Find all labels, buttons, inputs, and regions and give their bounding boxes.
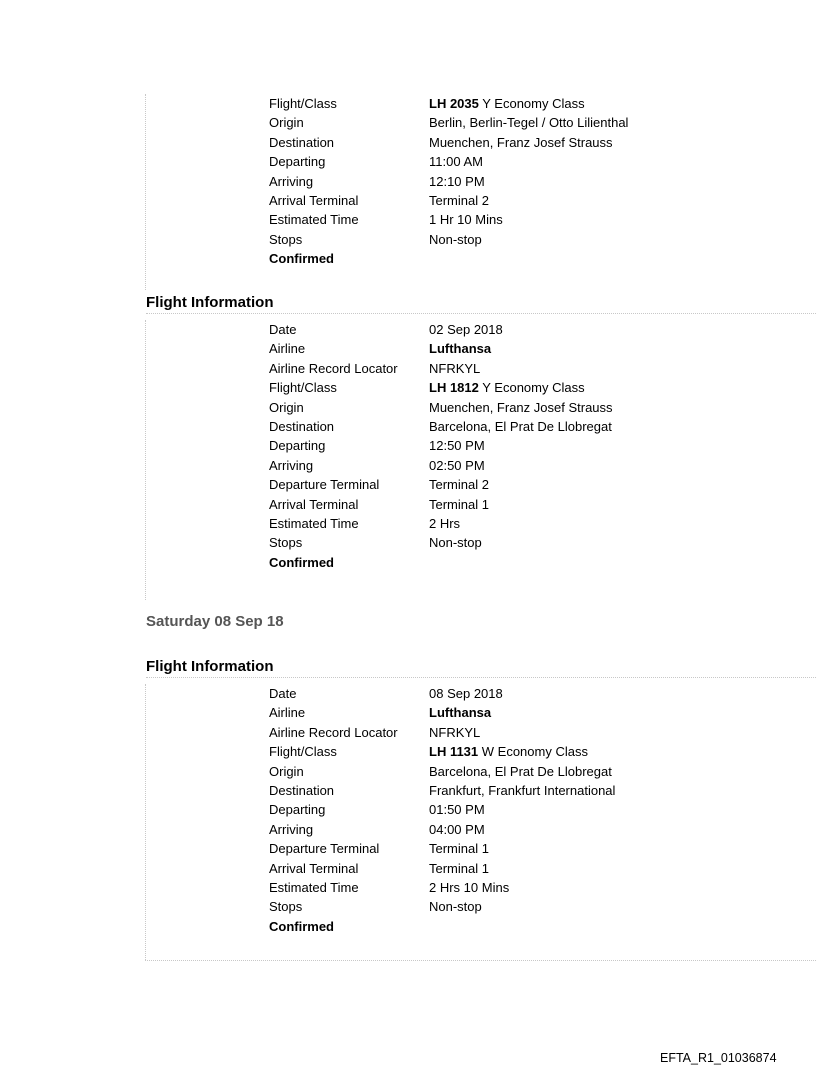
detail-value-text: Frankfurt, Frankfurt International xyxy=(429,782,616,798)
detail-value-text: Non-stop xyxy=(429,231,482,247)
detail-label: Estimated Time xyxy=(269,212,359,228)
detail-row xyxy=(146,191,816,210)
detail-value xyxy=(429,320,503,339)
detail-label: Date xyxy=(269,686,297,701)
detail-row xyxy=(146,398,816,417)
detail-row xyxy=(146,533,816,552)
detail-row xyxy=(146,762,816,781)
detail-value-text: Y Economy Class xyxy=(478,380,585,396)
detail-label: Flight/Class xyxy=(269,96,337,111)
detail-value-text: W Economy Class xyxy=(478,744,588,760)
confirmed-status: Confirmed xyxy=(269,554,334,570)
detail-value xyxy=(429,398,613,417)
detail-row xyxy=(146,320,816,339)
detail-value xyxy=(429,436,485,455)
flight-info-title-2: Flight Information xyxy=(146,658,816,678)
detail-value xyxy=(429,172,485,191)
detail-row xyxy=(146,859,816,878)
detail-label: Airline xyxy=(269,705,306,721)
detail-label: Origin xyxy=(269,399,304,415)
detail-row xyxy=(146,230,816,249)
detail-label: Flight/Class xyxy=(269,380,337,396)
detail-value xyxy=(429,800,485,819)
detail-row xyxy=(146,436,816,455)
detail-label: Arrival Terminal xyxy=(269,860,359,876)
detail-row xyxy=(146,839,816,858)
detail-value xyxy=(429,533,482,552)
detail-label: Stops xyxy=(269,231,303,247)
detail-value-text: Barcelona, El Prat De Llobregat xyxy=(429,418,612,434)
detail-value xyxy=(429,742,588,761)
detail-label: Departure Terminal xyxy=(269,841,380,857)
detail-value-text: Terminal 2 xyxy=(429,192,489,208)
detail-value xyxy=(429,133,613,152)
detail-row xyxy=(146,703,816,722)
detail-value-text: Terminal 1 xyxy=(429,496,489,512)
confirmed-status: Confirmed xyxy=(269,918,334,934)
detail-value-text: Y Economy Class xyxy=(478,96,585,111)
detail-value xyxy=(429,703,491,722)
segment-top xyxy=(145,94,816,290)
detail-value-bold: Lufthansa xyxy=(429,341,492,357)
detail-row xyxy=(146,456,816,475)
detail-rows xyxy=(146,320,816,572)
detail-value-text: 04:00 PM xyxy=(429,821,485,837)
detail-row xyxy=(146,152,816,171)
detail-label: Arriving xyxy=(269,457,314,473)
detail-rows xyxy=(146,94,816,269)
segment-top-rows xyxy=(145,94,816,290)
detail-value-text: Muenchen, Franz Josef Strauss xyxy=(429,399,613,415)
detail-value-text: Terminal 1 xyxy=(429,860,489,876)
detail-value-text: NFRKYL xyxy=(429,724,481,740)
detail-row xyxy=(146,359,816,378)
detail-value-text: 01:50 PM xyxy=(429,802,485,818)
detail-label: Arrival Terminal xyxy=(269,496,359,512)
detail-label: Date xyxy=(269,322,297,337)
flight-info-2-rows xyxy=(145,684,816,960)
detail-row xyxy=(146,94,816,113)
flight-info-2 xyxy=(145,684,816,960)
detail-row xyxy=(146,723,816,742)
detail-label: Origin xyxy=(269,763,304,779)
detail-value xyxy=(429,781,615,800)
detail-row xyxy=(146,339,816,358)
detail-label: Stops xyxy=(269,899,303,915)
day-heading: Saturday 08 Sep 18 xyxy=(146,613,284,630)
detail-value xyxy=(429,897,482,916)
detail-value xyxy=(429,152,483,171)
detail-value xyxy=(429,191,489,210)
detail-row xyxy=(146,378,816,397)
detail-label: Airline Record Locator xyxy=(269,360,398,376)
detail-value-text: 2 Hrs xyxy=(429,515,461,531)
detail-value xyxy=(429,456,485,475)
detail-value xyxy=(429,113,628,132)
detail-label: Flight/Class xyxy=(269,744,337,760)
detail-value xyxy=(429,94,585,113)
detail-row xyxy=(146,113,816,132)
detail-label: Origin xyxy=(269,115,304,131)
detail-value-text: Terminal 2 xyxy=(429,477,489,493)
detail-label: Arriving xyxy=(269,821,314,837)
detail-value-bold: Lufthansa xyxy=(429,705,492,721)
detail-row xyxy=(146,820,816,839)
detail-label: Arriving xyxy=(269,173,314,189)
detail-label: Departing xyxy=(269,802,326,818)
detail-value xyxy=(429,514,460,533)
detail-label: Departure Terminal xyxy=(269,477,380,493)
detail-label: Stops xyxy=(269,535,303,551)
detail-value xyxy=(429,820,485,839)
detail-label: Estimated Time xyxy=(269,515,359,531)
detail-row xyxy=(146,172,816,191)
detail-label: Destination xyxy=(269,782,335,798)
flight-info-title-1: Flight Information xyxy=(146,294,816,314)
detail-value xyxy=(429,339,491,358)
status-row xyxy=(146,249,816,268)
detail-label: Departing xyxy=(269,154,326,170)
detail-label: Arrival Terminal xyxy=(269,192,359,208)
status-row xyxy=(146,553,816,572)
detail-value-text: Barcelona, El Prat De Llobregat xyxy=(429,763,612,779)
detail-value xyxy=(429,878,509,897)
detail-value xyxy=(429,230,482,249)
detail-value-text: Terminal 1 xyxy=(429,841,489,857)
detail-value-text: 12:10 PM xyxy=(429,173,485,189)
detail-label: Departing xyxy=(269,438,326,454)
detail-value-bold: LH 1131 xyxy=(429,744,479,760)
detail-row xyxy=(146,417,816,436)
detail-value xyxy=(429,723,480,742)
detail-row xyxy=(146,742,816,761)
detail-value-text: Berlin, Berlin-Tegel / Otto Lilienthal xyxy=(429,115,629,131)
detail-row xyxy=(146,495,816,514)
detail-row xyxy=(146,475,816,494)
detail-value xyxy=(429,475,489,494)
detail-value xyxy=(429,495,489,514)
detail-label: Destination xyxy=(269,418,335,434)
detail-value-bold: LH 2035 xyxy=(429,96,479,111)
detail-value xyxy=(429,859,489,878)
detail-value xyxy=(429,684,503,703)
detail-value xyxy=(429,762,612,781)
detail-value-text: 11:00 AM xyxy=(429,154,483,170)
detail-value xyxy=(429,839,489,858)
flight-info-1-rows xyxy=(145,320,816,600)
detail-row xyxy=(146,897,816,916)
flight-info-1 xyxy=(145,320,816,600)
detail-value xyxy=(429,359,480,378)
document-id: EFTA_R1_01036874 xyxy=(660,1051,777,1065)
detail-rows xyxy=(146,684,816,936)
detail-value-text: 2 Hrs 10 Mins xyxy=(429,879,510,895)
detail-row xyxy=(146,781,816,800)
confirmed-status: Confirmed xyxy=(269,251,334,267)
detail-value-text: Non-stop xyxy=(429,899,482,915)
detail-row xyxy=(146,514,816,533)
detail-value-bold: LH 1812 xyxy=(429,380,479,396)
detail-value-text: 1 Hr 10 Mins xyxy=(429,212,503,228)
status-row xyxy=(146,917,816,936)
detail-value-text: 02 Sep 2018 xyxy=(429,322,503,337)
detail-label: Estimated Time xyxy=(269,879,359,895)
detail-row xyxy=(146,133,816,152)
detail-label: Airline Record Locator xyxy=(269,724,398,740)
detail-value-text: Muenchen, Franz Josef Strauss xyxy=(429,134,613,150)
detail-value-text: 02:50 PM xyxy=(429,457,485,473)
detail-row xyxy=(146,684,816,703)
bottom-divider xyxy=(145,960,816,961)
detail-value xyxy=(429,417,612,436)
detail-row xyxy=(146,210,816,229)
detail-value-text: Non-stop xyxy=(429,535,482,551)
detail-value-text: 12:50 PM xyxy=(429,438,485,454)
detail-label: Airline xyxy=(269,341,306,357)
detail-row xyxy=(146,800,816,819)
detail-value-text: 08 Sep 2018 xyxy=(429,686,503,701)
detail-label: Destination xyxy=(269,134,335,150)
detail-row xyxy=(146,878,816,897)
detail-value xyxy=(429,210,503,229)
detail-value-text: NFRKYL xyxy=(429,360,481,376)
detail-value xyxy=(429,378,585,397)
